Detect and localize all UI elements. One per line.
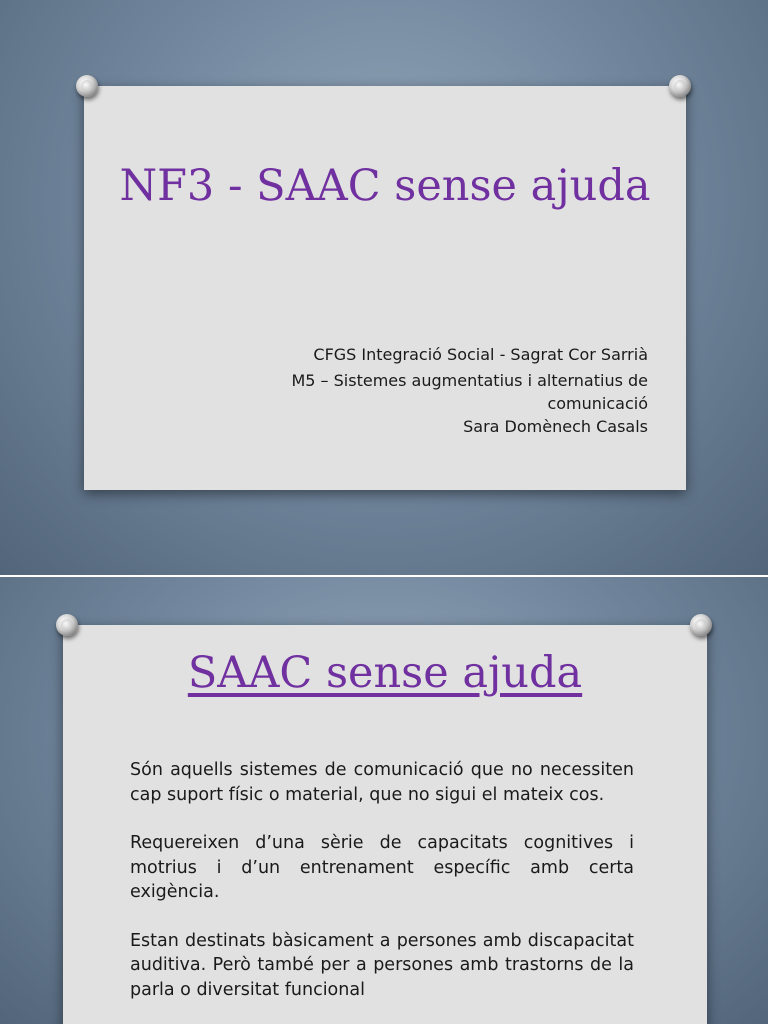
pushpin-icon [56, 614, 78, 636]
slide-title: NF3 - SAAC sense ajuda [119, 161, 651, 211]
subtitle-line: M5 – Sistemes augmentatius i alternatius de comunicació [291, 371, 648, 413]
pushpin-icon [669, 75, 691, 97]
slide-card [63, 625, 707, 1024]
subtitle-line: CFGS Integració Social - Sagrat Cor Sarrià [313, 345, 648, 364]
body-paragraph: Estan destinats bàsicament a persones amb discapacitat auditiva. Però també per a persones amb trastorns de la parla o diversitat funcional [130, 930, 634, 1000]
pushpin-icon [76, 75, 98, 97]
pushpin-icon [690, 614, 712, 636]
slide-body [130, 758, 634, 1024]
body-paragraph: Requereixen d’una sèrie de capacitats cognitives i motrius i d’un entrenament específic amb certa exigència. [130, 833, 634, 902]
slide-subtitle [208, 343, 648, 438]
slide-title: SAAC sense ajuda [187, 648, 583, 698]
body-paragraph: Són aquells sistemes de comunicació que no necessiten cap suport físic o material, que no sigui el mateix cos. [130, 760, 634, 805]
subtitle-line: Sara Domènech Casals [463, 417, 648, 436]
slide-2 [0, 577, 768, 1024]
slide-card [84, 86, 686, 490]
